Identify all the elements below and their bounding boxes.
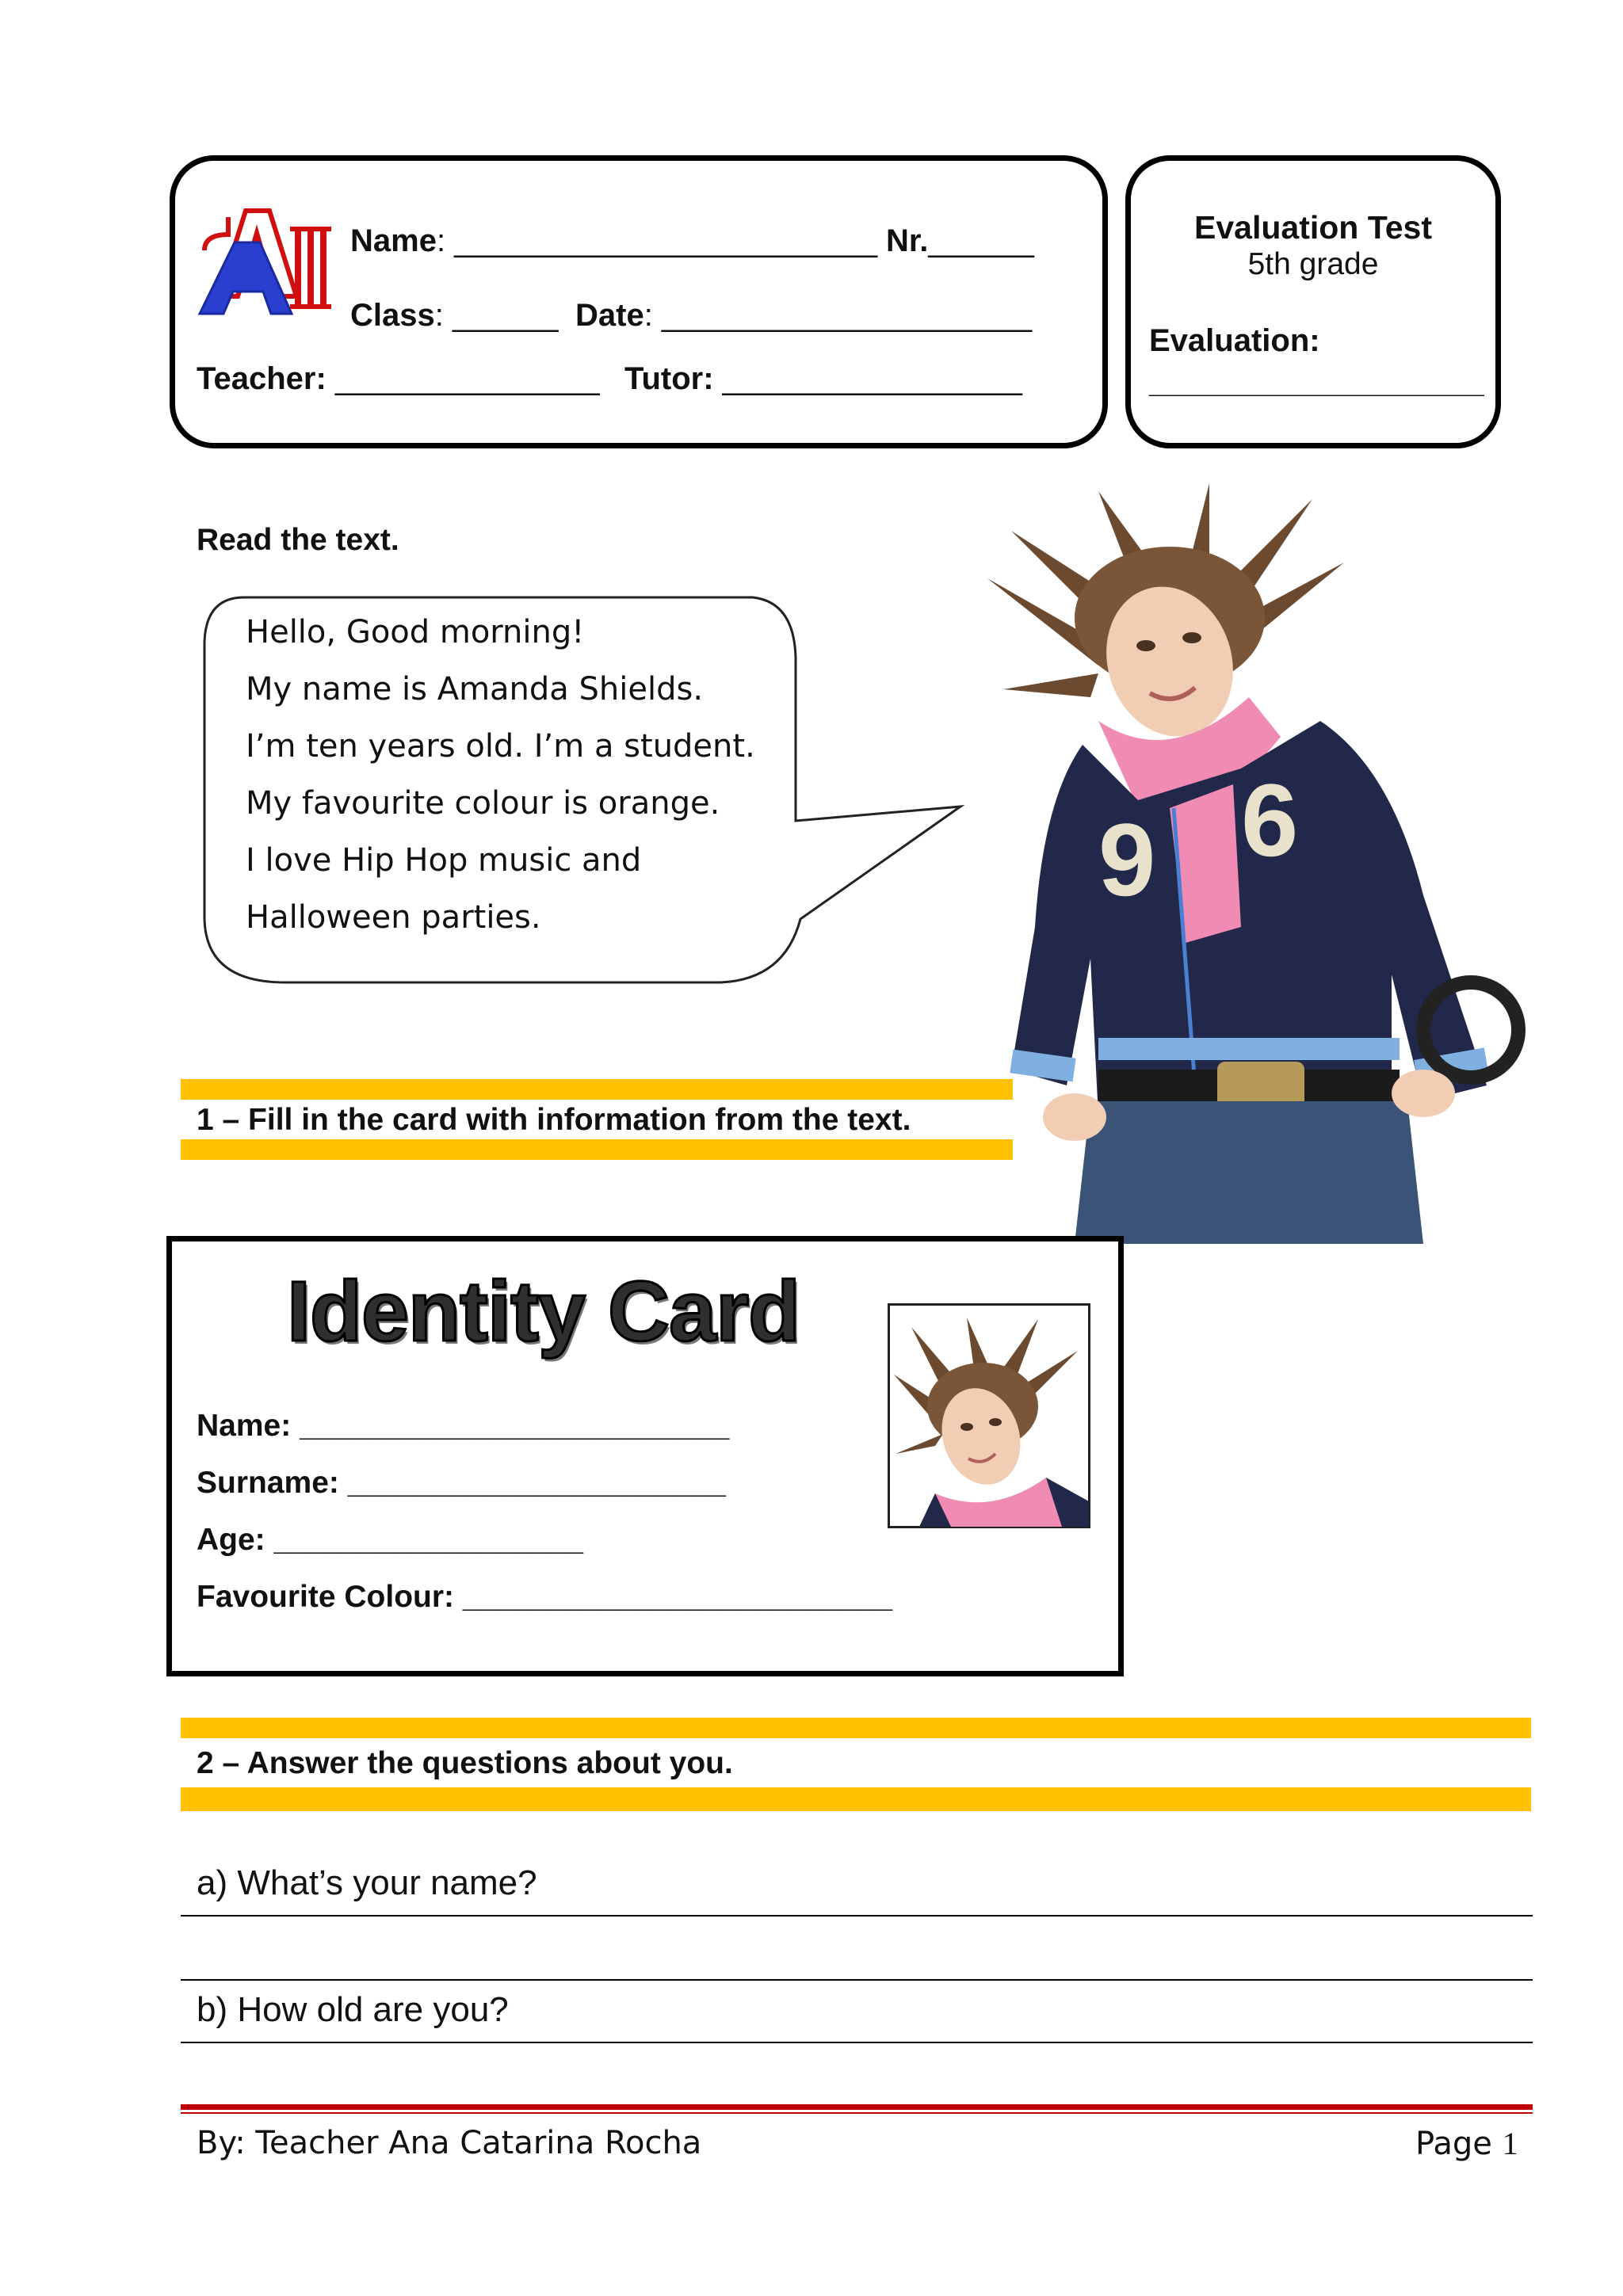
id-surname-field[interactable] xyxy=(197,1466,726,1501)
svg-text:9: 9 xyxy=(1098,802,1156,917)
id-name-label: Name: xyxy=(197,1409,292,1443)
id-name-blank[interactable]: _________________________ xyxy=(300,1409,730,1443)
id-card-photo xyxy=(888,1303,1090,1528)
teacher-field[interactable] xyxy=(197,361,600,397)
bubble-line: I love Hip Hop music and xyxy=(246,842,642,879)
page-label: Page xyxy=(1415,2126,1492,2162)
grade-label: 5th grade xyxy=(1247,247,1379,281)
name-field[interactable] xyxy=(350,223,877,259)
answer-line[interactable] xyxy=(181,2042,1533,2043)
class-blank[interactable]: : ______ xyxy=(434,298,559,333)
id-age-blank[interactable]: __________________ xyxy=(273,1523,583,1557)
bubble-line: Hello, Good morning! xyxy=(246,614,585,650)
id-name-field[interactable] xyxy=(197,1409,729,1444)
id-colour-label: Favourite Colour: xyxy=(197,1580,455,1614)
footer-page xyxy=(1415,2125,1518,2162)
id-surname-blank[interactable]: ______________________ xyxy=(347,1466,726,1500)
exercise1-instruction: 1 – Fill in the card with information from the text. xyxy=(197,1103,911,1137)
answer-line[interactable] xyxy=(181,1915,1533,1917)
class-label: Class xyxy=(350,298,435,333)
date-field[interactable] xyxy=(575,298,1032,334)
teacher-blank[interactable]: _______________ xyxy=(334,361,600,396)
speech-bubble-text xyxy=(246,604,755,946)
page-number: 1 xyxy=(1502,2126,1518,2161)
bubble-line: I’m ten years old. I’m a student. xyxy=(246,728,755,765)
exercise2-bottom-bar xyxy=(181,1787,1531,1811)
exercise1-top-bar xyxy=(181,1079,1013,1100)
read-instruction: Read the text. xyxy=(197,523,399,557)
school-logo-icon xyxy=(197,203,333,320)
nr-label: Nr. xyxy=(886,223,929,258)
date-label: Date xyxy=(575,298,644,333)
id-age-field[interactable] xyxy=(197,1523,583,1558)
date-blank[interactable]: : _____________________ xyxy=(643,298,1033,333)
id-colour-field[interactable] xyxy=(197,1580,892,1615)
exercise2-top-bar xyxy=(181,1718,1531,1738)
svg-text:6: 6 xyxy=(1241,762,1299,878)
girl-photo xyxy=(980,483,1558,1244)
id-age-label: Age: xyxy=(197,1523,265,1557)
footer-rule-thin xyxy=(181,2112,1533,2114)
tutor-blank[interactable]: _________________ xyxy=(722,361,1022,396)
tutor-field[interactable] xyxy=(624,361,1022,397)
name-label: Name xyxy=(350,223,437,258)
evaluation-box xyxy=(1125,155,1501,448)
id-surname-label: Surname: xyxy=(197,1466,339,1500)
exercise1-bottom-bar xyxy=(181,1139,1013,1160)
evaluation-label: Evaluation: xyxy=(1149,323,1320,358)
nr-field[interactable] xyxy=(886,223,1034,259)
exercise2-instruction: 2 – Answer the questions about you. xyxy=(197,1746,733,1780)
identity-card-title: Identity Card xyxy=(287,1263,800,1359)
bubble-line: My name is Amanda Shields. xyxy=(246,671,704,707)
class-field[interactable] xyxy=(350,298,558,334)
footer-author: By: Teacher Ana Catarina Rocha xyxy=(197,2125,702,2161)
tutor-label: Tutor: xyxy=(624,361,714,396)
evaluation-blank[interactable]: ___________________ xyxy=(1149,364,1484,399)
answer-line[interactable] xyxy=(181,1979,1533,1981)
teacher-label: Teacher: xyxy=(197,361,327,396)
footer-rule xyxy=(181,2104,1533,2110)
name-blank[interactable]: : ________________________ xyxy=(436,223,878,258)
question-b: b) How old are you? xyxy=(197,1990,509,2029)
question-a: a) What’s your name? xyxy=(197,1863,537,1902)
evaluation-test-title: Evaluation Test xyxy=(1194,209,1432,246)
bubble-line: My favourite colour is orange. xyxy=(246,785,720,822)
id-colour-blank[interactable]: _________________________ xyxy=(462,1580,893,1614)
bubble-line: Halloween parties. xyxy=(246,899,541,936)
nr-blank[interactable]: ______ xyxy=(928,223,1034,258)
